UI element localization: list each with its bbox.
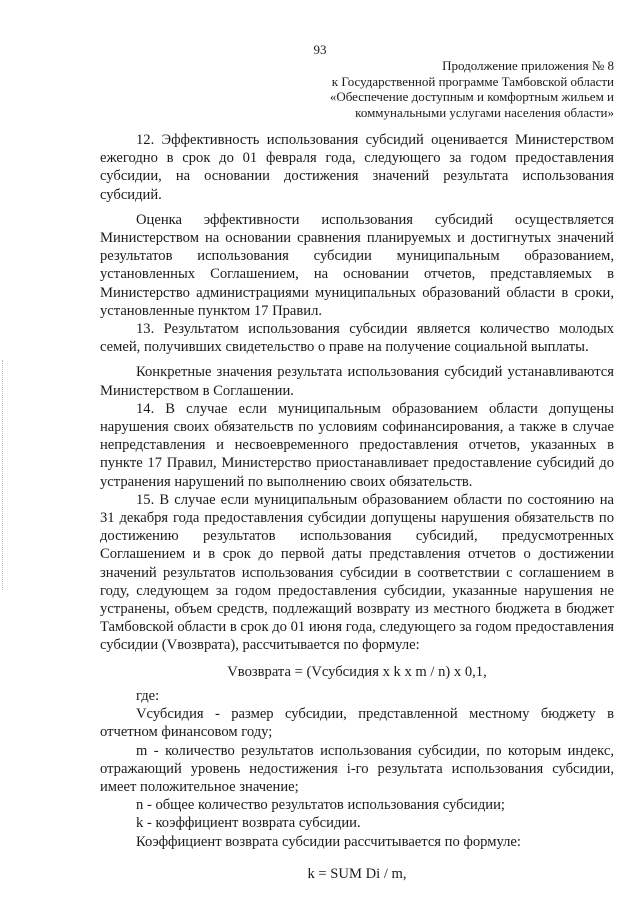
- where-label: где:: [136, 687, 160, 704]
- page-number: 93: [313, 42, 327, 57]
- paragraph-specific-values: Конкретные значения результата использования субсидий устанавливаются Министерством в Соглашении.: [100, 364, 614, 399]
- appendix-line: «Обеспечение доступным и комфортным жильем и: [329, 89, 614, 104]
- coefficient-text: Коэффициент возврата субсидии рассчитывается по формуле:: [136, 833, 521, 850]
- appendix-line: коммунальными услугами населения области»: [355, 104, 614, 120]
- formula-refund: Vвозврата = (Vсубсидия х k х m / n) х 0,1,: [227, 663, 487, 680]
- definition-k: k - коэффициент возврата субсидии.: [136, 815, 361, 832]
- paragraph-15: 15. В случае если муниципальным образованием области по состоянию на 31 декабря года предоставления субсидии допущены нарушения обязательств по достижению результатов использования субсидий, предусмотренных Соглашением и в срок до первой даты представления отчетов о достижении значений результатов использования субсидии в соответствии с соглашением в году, следующем за годом предоставления субсидии, указанные нарушения не устранены, объем средств, подлежащий возврату из местного бюджета в бюджет Тамбовской области в срок до 01 июня года, следующего за годом предоставления субсидии (Vвозврата), рассчитывается по формуле:: [100, 491, 614, 654]
- appendix-header: [274, 58, 614, 120]
- document-body: [100, 131, 614, 883]
- formula-coefficient: k = SUM Di / m,: [307, 865, 407, 882]
- paragraph-13: 13. Результатом использования субсидии является количество молодых семей, получивших свидетельство о праве на получение социальной выплаты.: [100, 321, 614, 356]
- appendix-line: Продолжение приложения № 8: [442, 58, 614, 73]
- scan-margin-mark: [2, 360, 7, 590]
- paragraph-evaluation: Оценка эффективности использования субсидий осуществляется Министерством на основании сравнения планируемых и достигнутых значений результатов использования субсидии муниципальным образованием, установленных Соглашением, на основании отчетов, представляемых в Министерство администрациями муниципальных образований области в сроки, установленные пунктом 17 Правил.: [100, 211, 614, 319]
- definition-n: n - общее количество результатов использования субсидии;: [136, 797, 505, 814]
- paragraph-12: 12. Эффективность использования субсидий оценивается Министерством ежегодно в срок до 01 февраля года, следующего за годом предоставления субсидии, на основании достижения значений результата использования субсидий.: [100, 132, 614, 203]
- appendix-line: к Государственной программе Тамбовской области: [331, 73, 614, 89]
- definition-vsubsidy: Vсубсидия - размер субсидии, представленной местному бюджету в отчетном финансовом году;: [100, 706, 614, 741]
- definition-m: m - количество результатов использования субсидии, по которым индекс, отражающий уровень недостижения i-го результата использования субсидии, имеет положительное значение;: [100, 742, 614, 795]
- paragraph-14: 14. В случае если муниципальным образованием области допущены нарушения своих обязательств по условиям софинансирования, а также в случае непредставления и несвоевременного предоставления отчетов, указанных в пункте 17 Правил, Министерство приостанавливает предоставление субсидий до устранения нарушений по выполнению своих обязательств.: [100, 400, 614, 490]
